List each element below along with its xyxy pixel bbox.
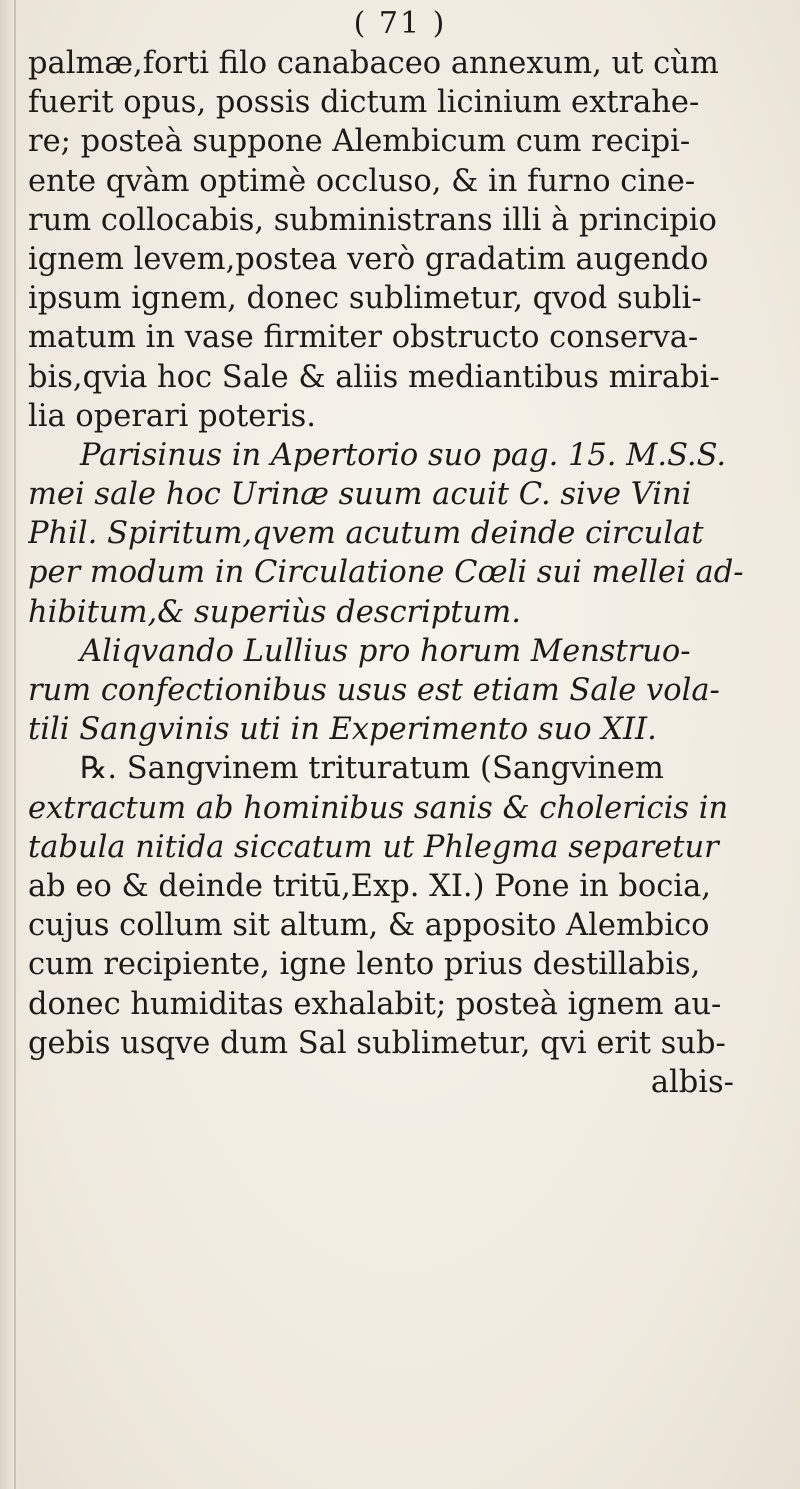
margin-rule: [14, 0, 16, 1489]
text-line: tili Sangvinis uti in Experimento suo XII.: [28, 712, 657, 748]
text-line: ab eo & deinde tritū,Exp. XI.) Pone in bocia,: [28, 868, 711, 904]
text-line: donec humiditas exhalabit; posteà ignem au-: [28, 986, 722, 1022]
text-line: bis,qvia hoc Sale & aliis mediantibus mirabi-: [28, 359, 720, 395]
body-text: [28, 44, 790, 1102]
text-line: Phil. Spiritum,qvem acutum deinde circulat: [28, 516, 704, 552]
text-line: hibitum,& superiùs descriptum.: [28, 594, 521, 630]
text-line: rum confectionibus usus est etiam Sale vola-: [28, 673, 720, 708]
text-line: ℞. Sangvinem trituratum (Sangvinem: [80, 751, 664, 787]
text-line: re; posteà suppone Alembicum cum recipi-: [28, 124, 691, 160]
text-line: gebis usqve dum Sal sublimetur, qvi erit sub-: [28, 1025, 726, 1061]
page-number: ( 71 ): [353, 6, 447, 41]
text-line: fuerit opus, possis dictum licinium extrahe-: [28, 85, 700, 121]
text-line: tabula nitida siccatum ut Phlegma separetur: [28, 829, 719, 865]
text-line: ignem levem,postea verò gradatim augendo: [28, 241, 709, 277]
text-line: extractum ab hominibus sanis & cholericis in: [28, 790, 729, 826]
text-line: Parisinus in Apertorio suo pag. 15. M.S.S.: [80, 437, 727, 473]
text-line: per modum in Circulatione Cœli sui mellei ad-: [28, 555, 744, 591]
text-line: palmæ,forti filo canabaceo annexum, ut cùm: [28, 46, 719, 81]
text-line: Aliqvando Lullius pro horum Menstruo-: [80, 633, 691, 669]
text-line: mei sale hoc Urinæ suum acuit C. sive Vini: [28, 477, 692, 513]
text-line: cujus collum sit altum, & apposito Alembico: [28, 908, 710, 944]
text-line: ente qvàm optimè occluso, & in furno cine-: [28, 163, 696, 199]
text-line: matum in vase firmiter obstructo conserva-: [28, 320, 699, 356]
text-line: ipsum ignem, donec sublimetur, qvod subli-: [28, 281, 702, 317]
text-line: lia operari poteris.: [28, 398, 316, 434]
text-line: cum recipiente, igne lento prius destillabis,: [28, 947, 701, 983]
binding-gutter: [0, 0, 22, 1489]
catchword: albis-: [650, 1064, 734, 1100]
text-line: rum collocabis, subministrans illi à principio: [28, 202, 717, 238]
